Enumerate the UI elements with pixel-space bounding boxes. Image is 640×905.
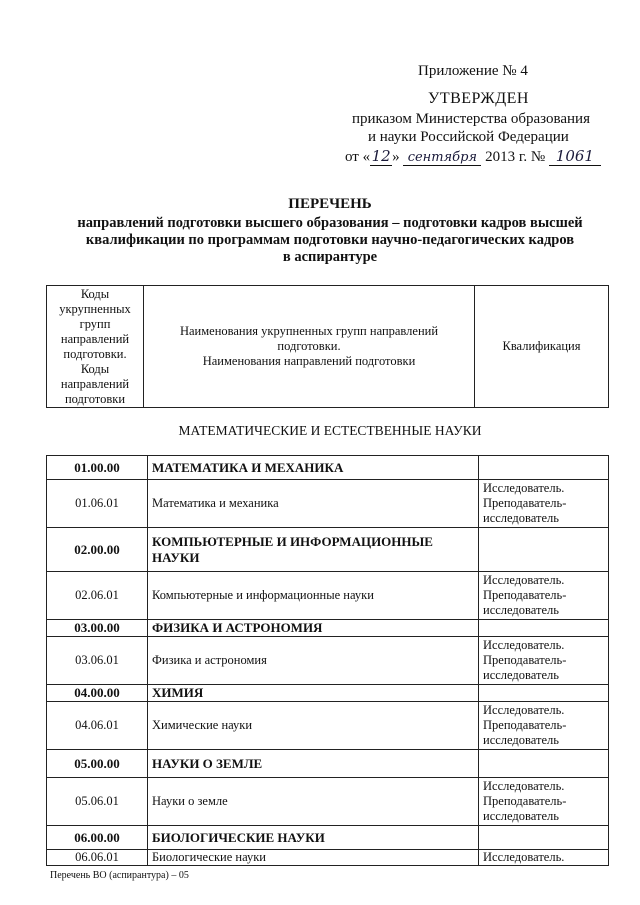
row-name: Компьютерные и информационные науки	[148, 572, 479, 620]
date-mid: »	[392, 149, 400, 165]
header-codes-cell	[47, 286, 144, 408]
header-codes-5: подготовки.	[63, 346, 127, 361]
row-name: Биологические науки	[148, 850, 479, 866]
date-year: 2013 г. №	[485, 149, 546, 165]
row-name	[148, 528, 479, 572]
row-name: ФИЗИКА И АСТРОНОМИЯ	[148, 620, 479, 637]
row-name: Физика и астрономия	[148, 637, 479, 685]
table-row	[47, 750, 609, 778]
row-name: Математика и механика	[148, 480, 479, 528]
title-line-2: квалификации по программам подготовки научно-педагогических кадров	[85, 232, 575, 248]
row-qualification	[479, 778, 609, 826]
header-names-2: подготовки.	[277, 339, 341, 353]
header-names-cell	[144, 286, 475, 408]
approved-label: УТВЕРЖДЕН	[428, 90, 529, 107]
row-code: 04.00.00	[47, 685, 148, 702]
qual-line-2: Преподаватель-	[483, 588, 567, 602]
header-names-3: Наименования направлений подготовки	[202, 354, 416, 368]
header-table	[46, 285, 609, 408]
qual-line-2: Преподаватель-	[483, 653, 567, 667]
header-codes-3: групп	[79, 316, 111, 331]
section-title: МАТЕМАТИЧЕСКИЕ И ЕСТЕСТВЕННЫЕ НАУКИ	[178, 423, 482, 438]
header-codes-1: Коды	[80, 286, 110, 301]
row-code: 06.00.00	[47, 826, 148, 850]
date-day: 12	[371, 147, 391, 165]
qual-line-3: исследователь	[483, 668, 559, 682]
row-qualification	[479, 572, 609, 620]
table-row	[47, 637, 609, 685]
row-code: 03.06.01	[47, 637, 148, 685]
row-code: 04.06.01	[47, 702, 148, 750]
qual-line-1: Исследователь.	[483, 703, 565, 717]
row-qualification	[479, 620, 609, 637]
row-qualification	[479, 826, 609, 850]
row-code: 06.06.01	[47, 850, 148, 866]
row-qualification	[479, 480, 609, 528]
header-codes-8: подготовки	[64, 391, 126, 406]
table-row	[47, 572, 609, 620]
table-row	[47, 778, 609, 826]
qual-line-2: Преподаватель-	[483, 496, 567, 510]
row-qualification	[479, 528, 609, 572]
row-name-line-1: КОМПЬЮТЕРНЫЕ И ИНФОРМАЦИОННЫЕ	[152, 533, 433, 549]
row-name: ХИМИЯ	[148, 685, 479, 702]
header-codes-2: укрупненных	[59, 301, 131, 316]
row-name-line-2: НАУКИ	[152, 549, 200, 565]
row-code: 01.00.00	[47, 456, 148, 480]
table-row	[47, 685, 609, 702]
row-code: 02.06.01	[47, 572, 148, 620]
qual-line-1: Исследователь.	[483, 573, 565, 587]
qual-line-3: исследователь	[483, 603, 559, 617]
header-codes-4: направлений	[60, 331, 130, 346]
qual-line-1: Исследователь.	[483, 638, 565, 652]
table-row	[47, 620, 609, 637]
row-qualification	[479, 456, 609, 480]
date-month: сентября	[403, 150, 481, 166]
header-codes-6: Коды	[80, 361, 110, 376]
header-codes-7: направлений	[60, 376, 130, 391]
row-code: 05.06.01	[47, 778, 148, 826]
qual-line-2: Преподаватель-	[483, 794, 567, 808]
table-row	[47, 702, 609, 750]
title-main: ПЕРЕЧЕНЬ	[288, 196, 372, 212]
row-name: Химические науки	[148, 702, 479, 750]
date-prefix: от «	[345, 149, 371, 165]
row-name: Науки о земле	[148, 778, 479, 826]
row-code: 02.00.00	[47, 528, 148, 572]
qual-line-1: Исследователь.	[483, 481, 565, 495]
appendix-label: Приложение № 4	[418, 63, 528, 79]
qual-line-3: исследователь	[483, 733, 559, 747]
table-row	[47, 826, 609, 850]
qual-line-2: Преподаватель-	[483, 718, 567, 732]
qual-line-3: исследователь	[483, 809, 559, 823]
row-qualification	[479, 702, 609, 750]
header-qualification-cell: Квалификация	[475, 286, 609, 408]
approval-line-2: и науки Российской Федерации	[368, 129, 569, 145]
approval-date-line	[345, 147, 601, 166]
row-code: 03.00.00	[47, 620, 148, 637]
row-name: НАУКИ О ЗЕМЛЕ	[148, 750, 479, 778]
table-row	[47, 480, 609, 528]
row-qualification	[479, 637, 609, 685]
title-line-3: в аспирантуре	[282, 249, 378, 265]
row-code: 01.06.01	[47, 480, 148, 528]
qual-line-1: Исследователь.	[483, 779, 565, 793]
qual-line-3: исследователь	[483, 511, 559, 525]
row-name: БИОЛОГИЧЕСКИЕ НАУКИ	[148, 826, 479, 850]
directions-table	[46, 455, 609, 866]
table-row	[47, 528, 609, 572]
approval-line-1: приказом Министерства образования	[352, 111, 590, 127]
row-qualification: Исследователь.	[479, 850, 609, 866]
row-qualification	[479, 750, 609, 778]
header-names-1: Наименования укрупненных групп направлений	[179, 324, 439, 338]
title-line-1: направлений подготовки высшего образования – подготовки кадров высшей	[77, 215, 583, 231]
row-code: 05.00.00	[47, 750, 148, 778]
page-footer: Перечень ВО (аспирантура) – 05	[50, 870, 189, 881]
table-row	[47, 850, 609, 866]
document-title	[40, 196, 620, 266]
table-row	[47, 456, 609, 480]
order-number: 1061	[549, 147, 601, 166]
row-qualification	[479, 685, 609, 702]
row-name: МАТЕМАТИКА И МЕХАНИКА	[148, 456, 479, 480]
